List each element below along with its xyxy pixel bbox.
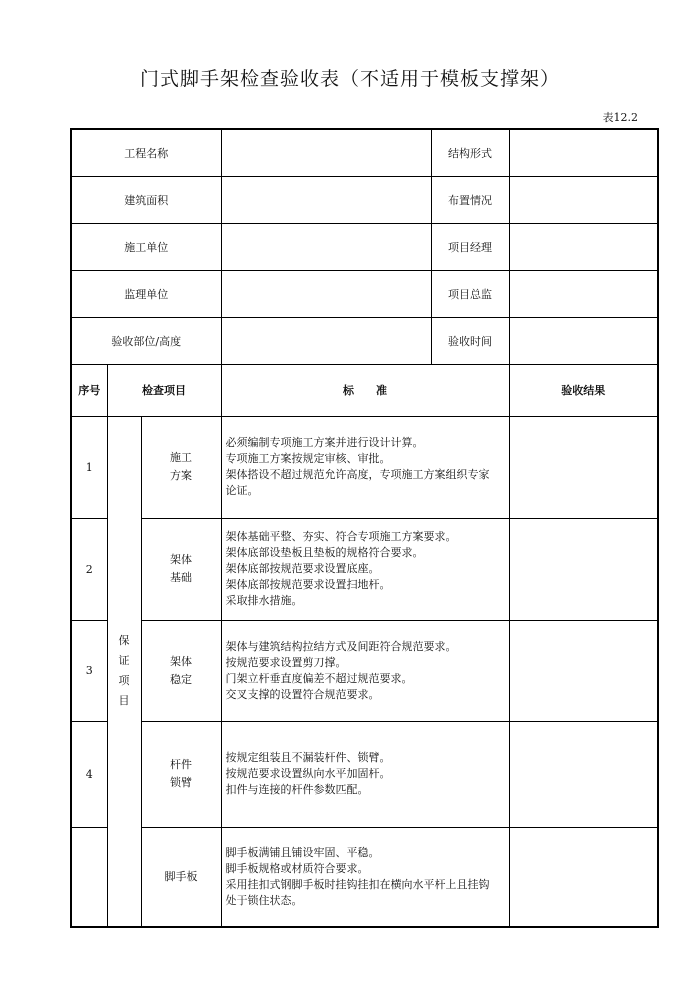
info-label: 项目经理 [431,223,509,270]
info-value-field[interactable] [509,129,658,176]
info-row [71,223,658,270]
info-label: 施工单位 [71,223,221,270]
info-label: 验收时间 [431,317,509,364]
info-value-field[interactable] [509,223,658,270]
row-item: 架体 基础 [141,518,221,620]
header-row [71,364,658,416]
row-seq: 2 [71,518,107,620]
header-item: 检查项目 [107,364,221,416]
row-seq: 4 [71,721,107,827]
info-label: 工程名称 [71,129,221,176]
row-item: 施工 方案 [141,416,221,518]
row-standard: 按规定组装且不漏装杆件、锁臂。 按规范要求设置纵向水平加固杆。 扣件与连接的杆件参数匹配。 [221,721,509,827]
row-item: 杆件 锁臂 [141,721,221,827]
info-value-field[interactable] [221,317,431,364]
group-label: 保 证 项 目 [107,416,141,927]
info-value-field[interactable] [221,223,431,270]
result-field[interactable] [509,416,658,518]
info-label: 建筑面积 [71,176,221,223]
result-field[interactable] [509,827,658,927]
row-seq: 1 [71,416,107,518]
table-row [71,827,658,927]
table-row [71,721,658,827]
result-field[interactable] [509,721,658,827]
info-value-field[interactable] [221,270,431,317]
row-seq: 3 [71,620,107,721]
info-label: 项目总监 [431,270,509,317]
info-label: 验收部位/高度 [71,317,221,364]
row-standard: 必须编制专项施工方案并进行设计计算。 专项施工方案按规定审核、审批。 架体搭设不超过规范允许高度，专项施工方案组织专家 论证。 [221,416,509,518]
info-value-field[interactable] [509,270,658,317]
table-row [71,518,658,620]
result-field[interactable] [509,518,658,620]
info-value-field[interactable] [509,317,658,364]
row-item: 脚手板 [141,827,221,927]
table-number: 表12.2 [602,111,638,124]
info-label: 监理单位 [71,270,221,317]
row-standard: 架体基础平整、夯实、符合专项施工方案要求。 架体底部设垫板且垫板的规格符合要求。 架体底部按规范要求设置底座。 架体底部按规范要求设置扫地杆。 采取排水措施。 [221,518,509,620]
info-label: 布置情况 [431,176,509,223]
info-row [71,176,658,223]
info-row [71,129,658,176]
table-row [71,620,658,721]
info-row [71,270,658,317]
info-value-field[interactable] [221,129,431,176]
row-standard: 架体与建筑结构拉结方式及间距符合规范要求。 按规范要求设置剪刀撑。 门架立杆垂直度偏差不超过规范要求。 交叉支撑的设置符合规范要求。 [221,620,509,721]
result-field[interactable] [509,620,658,721]
page-title: 门式脚手架检查验收表（不适用于模板支撑架） [139,68,560,90]
info-value-field[interactable] [221,176,431,223]
header-result: 验收结果 [509,364,658,416]
inspection-table [70,128,659,928]
info-value-field[interactable] [509,176,658,223]
header-seq: 序号 [71,364,107,416]
row-standard: 脚手板满铺且铺设牢固、平稳。 脚手板规格或材质符合要求。 采用挂扣式钢脚手板时挂钩挂扣在横向水平杆上且挂钩 处于锁住状态。 [221,827,509,927]
table-row [71,416,658,518]
info-label: 结构形式 [431,129,509,176]
info-row [71,317,658,364]
header-standard: 标 准 [221,364,509,416]
row-seq [71,827,107,927]
row-item: 架体 稳定 [141,620,221,721]
